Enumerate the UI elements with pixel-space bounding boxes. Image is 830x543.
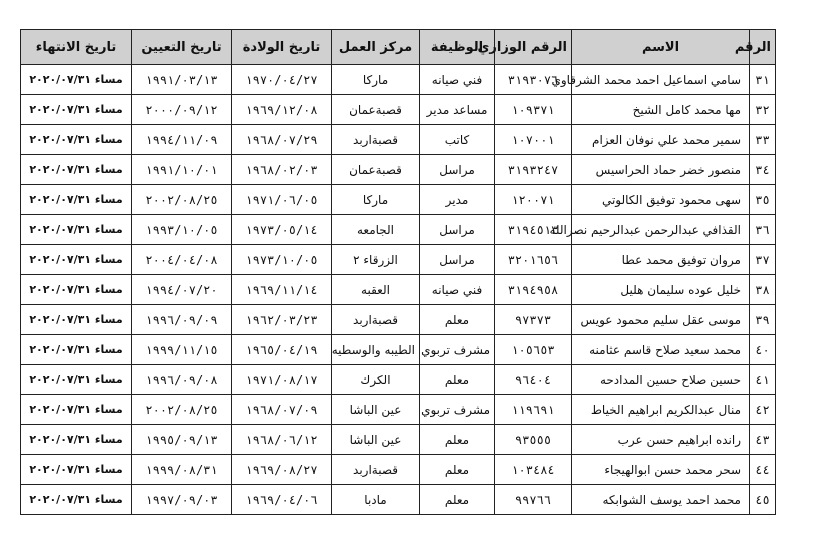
job-title-cell: مراسل [420,215,495,245]
end-date-cell: مساء ٢٠٢٠/٠٧/٣١ [21,485,132,515]
table-row [21,455,776,485]
ministry-id-cell: ٩٦٤٠٤ [495,365,572,395]
ministry-id-cell: ٣١٩٣٠٧٦ [495,65,572,95]
end-date-cell: مساء ٢٠٢٠/٠٧/٣١ [21,395,132,425]
employee-name-cell: سهى محمود توفيق الكالوتي [572,185,750,215]
employee-name-cell: سحر محمد حسن ابوالهيجاء [572,455,750,485]
birth-date-cell: ١٩٧٣/٠٥/١٤ [232,215,332,245]
end-date-cell: مساء ٢٠٢٠/٠٧/٣١ [21,245,132,275]
table-row [21,305,776,335]
job-title-cell: كاتب [420,125,495,155]
hire-date-cell: ١٩٩١/٠٣/١٣ [132,65,232,95]
birth-date-cell: ١٩٦٨/٠٧/٢٩ [232,125,332,155]
employee-name-cell: حسين صلاح حسين المدادحه [572,365,750,395]
row-number-cell: ٣٩ [750,305,776,335]
employee-table [20,29,776,515]
row-number-cell: ٤٠ [750,335,776,365]
work-center-cell: ماركا [332,65,420,95]
ministry-id-cell: ١٢٠٠٧١ [495,185,572,215]
employee-name-cell: القذافي عبدالرحمن عبدالرحيم نصرالله [572,215,750,245]
end-date-cell: مساء ٢٠٢٠/٠٧/٣١ [21,425,132,455]
job-title-cell: فني صيانه [420,275,495,305]
employee-name-cell: موسى عقل سليم محمود عويس [572,305,750,335]
work-center-cell: قصبةاربد [332,125,420,155]
end-date-cell: مساء ٢٠٢٠/٠٧/٣١ [21,125,132,155]
work-center-cell: قصبةاربد [332,305,420,335]
birth-date-cell: ١٩٦٩/١١/١٤ [232,275,332,305]
job-title-cell: مدير [420,185,495,215]
header-job: الوظيفة [420,30,495,65]
job-title-cell: مشرف تربوي [420,395,495,425]
header-ministry-id: الرقم الوزاري [495,30,572,65]
birth-date-cell: ١٩٦٢/٠٣/٢٣ [232,305,332,335]
hire-date-cell: ٢٠٠٢/٠٨/٢٥ [132,185,232,215]
header-work-center: مركز العمل [332,30,420,65]
table-row [21,395,776,425]
job-title-cell: معلم [420,425,495,455]
employee-name-cell: منال عبدالكريم ابراهيم الخياط [572,395,750,425]
work-center-cell: الزرقاء ٢ [332,245,420,275]
work-center-cell: مادبا [332,485,420,515]
employee-table-container [20,29,775,515]
hire-date-cell: ٢٠٠٢/٠٨/٢٥ [132,395,232,425]
table-body [21,65,776,515]
ministry-id-cell: ١٠٥٦٥٣ [495,335,572,365]
table-row [21,65,776,95]
employee-name-cell: منصور خضر حماد الحراسيس [572,155,750,185]
work-center-cell: العقبه [332,275,420,305]
job-title-cell: مساعد مدير [420,95,495,125]
row-number-cell: ٣٢ [750,95,776,125]
job-title-cell: فني صيانه [420,65,495,95]
table-row [21,365,776,395]
birth-date-cell: ١٩٧٣/١٠/٠٥ [232,245,332,275]
employee-name-cell: محمد احمد يوسف الشوابكه [572,485,750,515]
birth-date-cell: ١٩٧٠/٠٤/٢٧ [232,65,332,95]
hire-date-cell: ١٩٩٩/٠٨/٣١ [132,455,232,485]
end-date-cell: مساء ٢٠٢٠/٠٧/٣١ [21,275,132,305]
job-title-cell: معلم [420,485,495,515]
birth-date-cell: ١٩٦٩/٠٤/٠٦ [232,485,332,515]
end-date-cell: مساء ٢٠٢٠/٠٧/٣١ [21,65,132,95]
work-center-cell: الجامعه [332,215,420,245]
work-center-cell: قصبةعمان [332,155,420,185]
hire-date-cell: ١٩٩٤/١١/٠٩ [132,125,232,155]
birth-date-cell: ١٩٦٨/٠٢/٠٣ [232,155,332,185]
table-row [21,275,776,305]
end-date-cell: مساء ٢٠٢٠/٠٧/٣١ [21,155,132,185]
row-number-cell: ٣١ [750,65,776,95]
row-number-cell: ٤٤ [750,455,776,485]
end-date-cell: مساء ٢٠٢٠/٠٧/٣١ [21,335,132,365]
ministry-id-cell: ٩٩٧٦٦ [495,485,572,515]
end-date-cell: مساء ٢٠٢٠/٠٧/٣١ [21,455,132,485]
birth-date-cell: ١٩٦٩/٠٨/٢٧ [232,455,332,485]
work-center-cell: قصبةعمان [332,95,420,125]
birth-date-cell: ١٩٦٥/٠٤/١٩ [232,335,332,365]
ministry-id-cell: ٣١٩٤٩٥٨ [495,275,572,305]
header-name: الاسم [572,30,750,65]
birth-date-cell: ١٩٦٨/٠٧/٠٩ [232,395,332,425]
hire-date-cell: ١٩٩١/١٠/٠١ [132,155,232,185]
hire-date-cell: ١٩٩٩/١١/١٥ [132,335,232,365]
row-number-cell: ٤٣ [750,425,776,455]
birth-date-cell: ١٩٧١/٠٦/٠٥ [232,185,332,215]
hire-date-cell: ١٩٩٤/٠٧/٢٠ [132,275,232,305]
work-center-cell: الكرك [332,365,420,395]
ministry-id-cell: ١٠٩٣٧١ [495,95,572,125]
employee-name-cell: خليل عوده سليمان هليل [572,275,750,305]
end-date-cell: مساء ٢٠٢٠/٠٧/٣١ [21,365,132,395]
hire-date-cell: ٢٠٠٠/٠٩/١٢ [132,95,232,125]
work-center-cell: عين الباشا [332,425,420,455]
hire-date-cell: ١٩٩٦/٠٩/٠٩ [132,305,232,335]
table-row [21,215,776,245]
employee-name-cell: مروان توفيق محمد عطا [572,245,750,275]
work-center-cell: عين الباشا [332,395,420,425]
row-number-cell: ٣٤ [750,155,776,185]
employee-name-cell: مها محمد كامل الشيخ [572,95,750,125]
birth-date-cell: ١٩٦٨/٠٦/١٢ [232,425,332,455]
ministry-id-cell: ٩٧٣٧٣ [495,305,572,335]
ministry-id-cell: ٣١٩٣٢٤٧ [495,155,572,185]
row-number-cell: ٤٢ [750,395,776,425]
job-title-cell: معلم [420,455,495,485]
work-center-cell: ماركا [332,185,420,215]
end-date-cell: مساء ٢٠٢٠/٠٧/٣١ [21,185,132,215]
header-end-date: تاريخ الانتهاء [21,30,132,65]
end-date-cell: مساء ٢٠٢٠/٠٧/٣١ [21,95,132,125]
table-row [21,95,776,125]
employee-name-cell: محمد سعيد صلاح قاسم عثامنه [572,335,750,365]
job-title-cell: معلم [420,305,495,335]
birth-date-cell: ١٩٦٩/١٢/٠٨ [232,95,332,125]
ministry-id-cell: ١٠٧٠٠١ [495,125,572,155]
row-number-cell: ٣٣ [750,125,776,155]
table-header [21,30,776,65]
table-row [21,155,776,185]
job-title-cell: مشرف تربوي [420,335,495,365]
hire-date-cell: ١٩٩٧/٠٩/٠٣ [132,485,232,515]
hire-date-cell: ٢٠٠٤/٠٤/٠٨ [132,245,232,275]
row-number-cell: ٤١ [750,365,776,395]
table-row [21,335,776,365]
job-title-cell: معلم [420,365,495,395]
row-number-cell: ٣٧ [750,245,776,275]
row-number-cell: ٣٨ [750,275,776,305]
table-row [21,125,776,155]
table-row [21,485,776,515]
hire-date-cell: ١٩٩٦/٠٩/٠٨ [132,365,232,395]
ministry-id-cell: ٣٢٠١٦٥٦ [495,245,572,275]
ministry-id-cell: ٩٣٥٥٥ [495,425,572,455]
table-row [21,185,776,215]
row-number-cell: ٤٥ [750,485,776,515]
birth-date-cell: ١٩٧١/٠٨/١٧ [232,365,332,395]
table-row [21,425,776,455]
job-title-cell: مراسل [420,155,495,185]
header-hire-date: تاريخ التعيين [132,30,232,65]
end-date-cell: مساء ٢٠٢٠/٠٧/٣١ [21,305,132,335]
hire-date-cell: ١٩٩٥/٠٩/١٣ [132,425,232,455]
employee-name-cell: سامي اسماعيل احمد محمد الشرقاوي [572,65,750,95]
job-title-cell: مراسل [420,245,495,275]
employee-name-cell: رانده ابراهيم حسن عرب [572,425,750,455]
row-number-cell: ٣٥ [750,185,776,215]
hire-date-cell: ١٩٩٣/١٠/٠٥ [132,215,232,245]
header-num: الرقم [750,30,776,65]
table-row [21,245,776,275]
ministry-id-cell: ١٠٣٤٨٤ [495,455,572,485]
ministry-id-cell: ٣١٩٤٥١٣ [495,215,572,245]
ministry-id-cell: ١١٩٦٩١ [495,395,572,425]
work-center-cell: قصبةاربد [332,455,420,485]
row-number-cell: ٣٦ [750,215,776,245]
end-date-cell: مساء ٢٠٢٠/٠٧/٣١ [21,215,132,245]
header-birth-date: تاريخ الولادة [232,30,332,65]
employee-name-cell: سمير محمد علي نوفان العزام [572,125,750,155]
work-center-cell: الطيبه والوسطيه [332,335,420,365]
header-row [21,30,776,65]
